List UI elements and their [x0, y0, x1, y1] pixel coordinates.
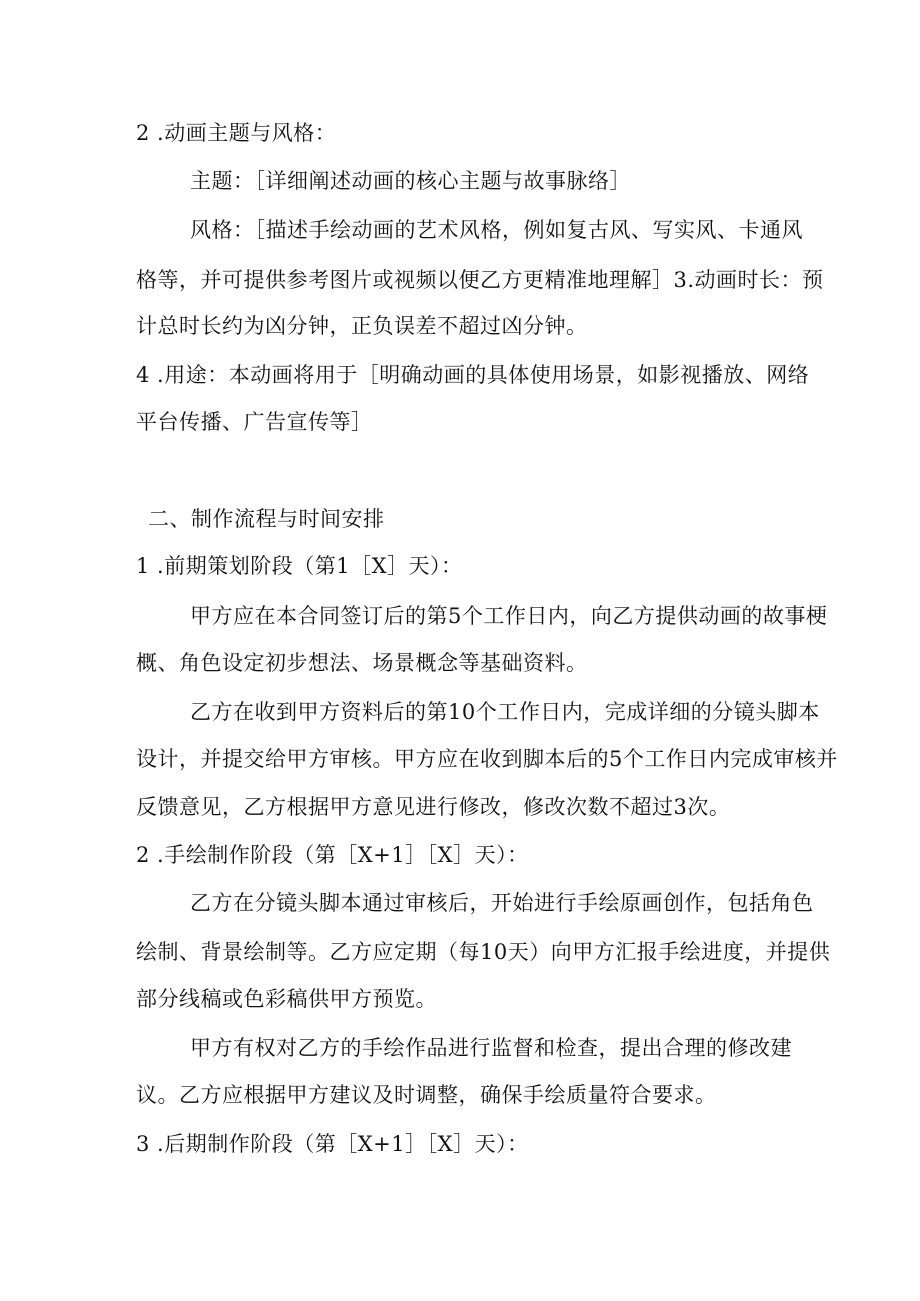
section2-heading: 二、制作流程与时间安排 [148, 507, 385, 531]
item4-line-2: 平台传播、广告宣传等］ [136, 410, 373, 434]
phase3-heading: 3 .后期制作阶段（第［X+1］［X］天）： [136, 1132, 529, 1156]
phase1-paragraph2-line1: 乙方在收到甲方资料后的第10个工作日内，完成详细的分镜头脚本 [190, 700, 820, 724]
phase2-heading: 2 .手绘制作阶段（第［X+1］［X］天）： [136, 843, 529, 867]
phase1-paragraph2-line3: 反馈意见，乙方根据甲方意见进行修改，修改次数不超过3次。 [136, 795, 731, 819]
item4-line-1: 4 .用途：本动画将用于［明确动画的具体使用场景，如影视播放、网络 [136, 363, 810, 387]
item2-heading: 2 .动画主题与风格： [136, 121, 337, 145]
phase2-paragraph1-line2: 绘制、背景绘制等。乙方应定期（每10天）向甲方汇报手绘进度，并提供 [136, 940, 831, 964]
style-line-2: 格等，并可提供参考图片或视频以便乙方更精准地理解］3.动画时长：预 [136, 268, 824, 292]
style-line-3: 计总时长约为凶分钟，正负误差不超过凶分钟。 [136, 314, 588, 338]
phase2-paragraph2-line2: 议。乙方应根据甲方建议及时调整，确保手绘质量符合要求。 [136, 1083, 717, 1107]
phase2-paragraph1-line1: 乙方在分镜头脚本通过审核后，开始进行手绘原画创作，包括角色 [190, 891, 814, 915]
phase1-paragraph2-line2: 设计，并提交给甲方审核。甲方应在收到脚本后的5个工作日内完成审核并 [136, 747, 838, 771]
phase1-paragraph1-line1: 甲方应在本合同签订后的第5个工作日内，向乙方提供动画的故事梗 [190, 604, 828, 628]
phase2-paragraph2-line1: 甲方有权对乙方的手绘作品进行监督和检查，提出合理的修改建 [190, 1036, 792, 1060]
phase1-paragraph1-line2: 概、角色设定初步想法、场景概念等基础资料。 [136, 651, 588, 675]
phase2-paragraph1-line3: 部分线稿或色彩稿供甲方预览。 [136, 987, 437, 1011]
theme-line: 主题：［详细阐述动画的核心主题与故事脉络］ [190, 169, 631, 193]
phase1-heading: 1 .前期策划阶段（第1［X］天）： [136, 554, 463, 578]
style-line-1: 风格：［描述手绘动画的艺术风格，例如复古风、写实风、卡通风 [190, 218, 803, 242]
